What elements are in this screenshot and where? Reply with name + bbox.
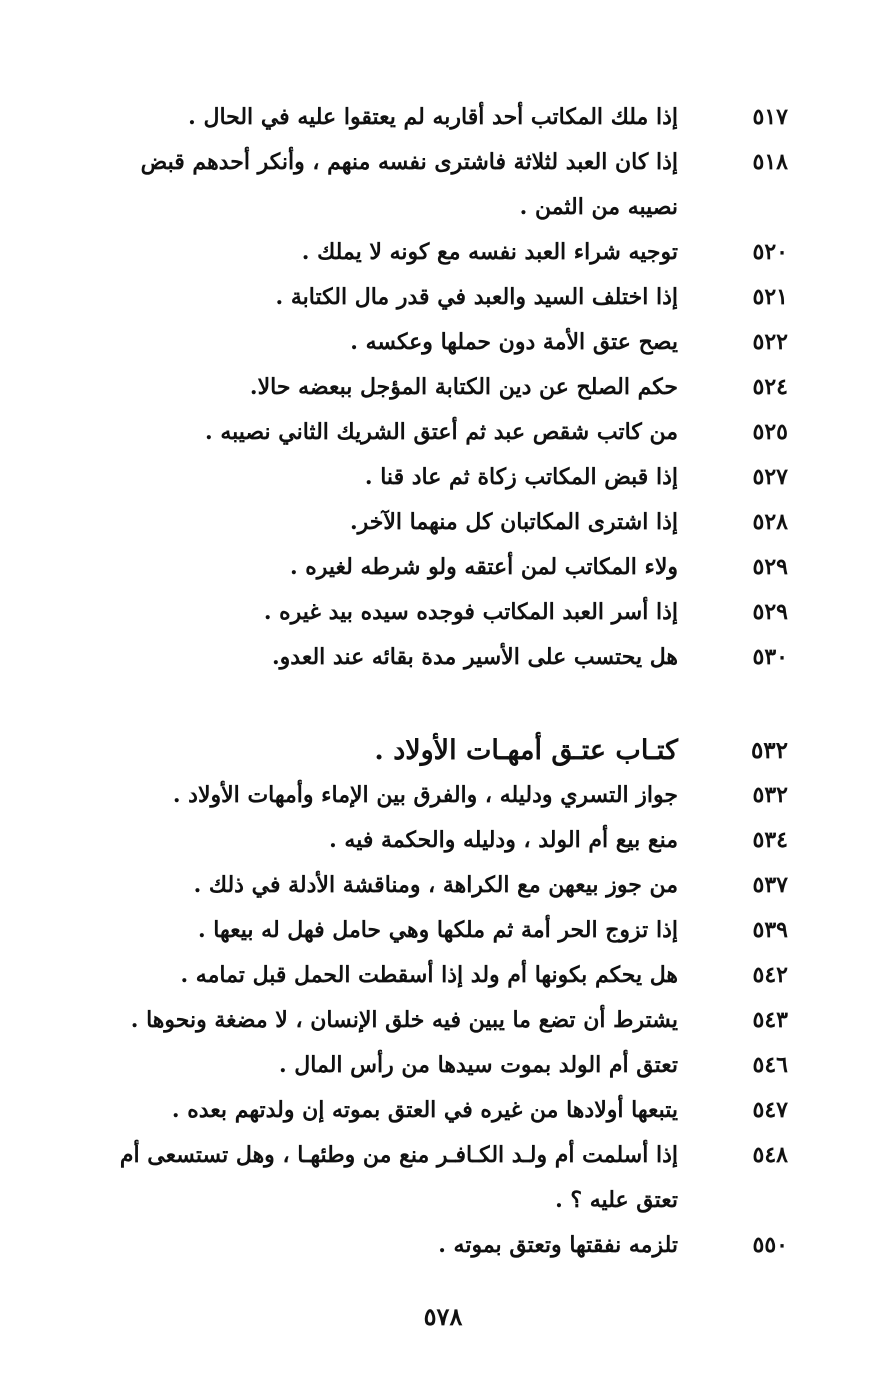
index-entry: [88, 1133, 788, 1223]
entry-title: تلزمه نفقتها وتعتق بموته .: [438, 1232, 678, 1258]
entry-title: إذا كان العبد لثلاثة فاشترى نفسه منهم ، وأنكر أحدهم قبض نصيبه من الثمن .: [140, 149, 678, 220]
index-entry: [88, 1223, 788, 1268]
index-list-part1: [88, 95, 788, 680]
index-entry: [88, 320, 788, 365]
entry-page-number: ٥٢٠: [752, 239, 788, 265]
entry-page-number: ٥١٨: [752, 149, 788, 175]
entry-page-number: ٥٢٧: [752, 464, 788, 490]
section-heading-title: كتـاب عتـق أمهـات الأولاد .: [374, 735, 678, 766]
entry-title: إذا أسر العبد المكاتب فوجده سيده بيد غيره .: [263, 599, 678, 625]
entry-page-number: ٥٢٥: [752, 419, 788, 445]
index-entry: [88, 818, 788, 863]
entry-title: توجيه شراء العبد نفسه مع كونه لا يملك .: [301, 239, 678, 265]
entry-page-number: ٥٤٦: [752, 1052, 788, 1078]
entry-title: من كاتب شقص عبد ثم أعتق الشريك الثاني نصيبه .: [205, 419, 678, 445]
entry-page-number: ٥٣٤: [752, 827, 788, 853]
entry-page-number: ٥٢٢: [752, 329, 788, 355]
entry-title: إذا تزوج الحر أمة ثم ملكها وهي حامل فهل له بيعها .: [197, 917, 678, 943]
entry-page-number: ٥٥٠: [752, 1232, 788, 1258]
entry-title: يشترط أن تضع ما يبين فيه خلق الإنسان ، لا مضغة ونحوها .: [130, 1007, 678, 1033]
entry-page-number: ٥٢٩: [752, 599, 788, 625]
entry-title: حكم الصلح عن دين الكتابة المؤجل ببعضه حالا.: [249, 374, 678, 400]
section-heading: [88, 728, 788, 773]
entry-page-number: ٥٢٤: [752, 374, 788, 400]
entry-title: إذا قبض المكاتب زكاة ثم عاد قنا .: [364, 464, 678, 490]
entry-page-number: ٥٤٨: [752, 1142, 788, 1168]
entry-page-number: ٥٣٩: [752, 917, 788, 943]
entry-page-number: ٥٤٧: [752, 1097, 788, 1123]
entry-title: منع بيع أم الولد ، ودليله والحكمة فيه .: [329, 827, 678, 853]
index-list-part2-items: [88, 773, 788, 1268]
index-entry: [88, 908, 788, 953]
index-entry: [88, 635, 788, 680]
entry-page-number: ٥٢٨: [752, 509, 788, 535]
index-entry: [88, 863, 788, 908]
entry-title: إذا اشترى المكاتبان كل منهما الآخر.: [349, 509, 678, 535]
entry-page-number: ٥٤٢: [752, 962, 788, 988]
entry-title: إذا أسلمت أم ولـد الكـافـر منع من وطئهـا ، وهل تستسعى أم تعتق عليه ؟ .: [119, 1142, 678, 1213]
entry-title: يصح عتق الأمة دون حملها وعكسه .: [350, 329, 678, 355]
index-entry: [88, 500, 788, 545]
entry-title: ولاء المكاتب لمن أعتقه ولو شرطه لغيره .: [289, 554, 678, 580]
index-entry: [88, 410, 788, 455]
entry-page-number: ٥٢٩: [752, 554, 788, 580]
index-entry: [88, 1043, 788, 1088]
entry-title: إذا ملك المكاتب أحد أقاربه لم يعتقوا عليه في الحال .: [188, 104, 678, 130]
index-entry: [88, 590, 788, 635]
index-entry: [88, 953, 788, 998]
index-entry: [88, 95, 788, 140]
entry-page-number: ٥٣٢: [752, 782, 788, 808]
section-heading-page-number: ٥٣٢: [750, 737, 788, 764]
index-entry: [88, 1088, 788, 1133]
index-entry: [88, 275, 788, 320]
entry-page-number: ٥١٧: [752, 104, 788, 130]
entry-title: هل يحتسب على الأسير مدة بقائه عند العدو.: [272, 644, 678, 670]
index-entry: [88, 545, 788, 590]
index-entry: [88, 230, 788, 275]
page-number: ٥٧٨: [423, 1302, 463, 1331]
entry-page-number: ٥٤٣: [752, 1007, 788, 1033]
index-entry: [88, 773, 788, 818]
entry-page-number: ٥٢١: [752, 284, 788, 310]
entry-page-number: ٥٣٠: [752, 644, 788, 670]
entry-title: من جوز بيعهن مع الكراهة ، ومناقشة الأدلة في ذلك .: [193, 872, 678, 898]
entry-title: إذا اختلف السيد والعبد في قدر مال الكتابة .: [275, 284, 678, 310]
index-entry: [88, 455, 788, 500]
entry-title: جواز التسري ودليله ، والفرق بين الإماء وأمهات الأولاد .: [172, 782, 678, 808]
entry-title: تعتق أم الولد بموت سيدها من رأس المال .: [278, 1052, 678, 1078]
index-entry: [88, 140, 788, 230]
entry-title: يتبعها أولادها من غيره في العتق بموته إن ولدتهم بعده .: [171, 1097, 678, 1123]
index-list-part2: [88, 728, 788, 1268]
index-entry: [88, 365, 788, 410]
entry-page-number: ٥٣٧: [752, 872, 788, 898]
index-entry: [88, 998, 788, 1043]
entry-title: هل يحكم بكونها أم ولد إذا أسقطت الحمل قبل تمامه .: [180, 962, 678, 988]
